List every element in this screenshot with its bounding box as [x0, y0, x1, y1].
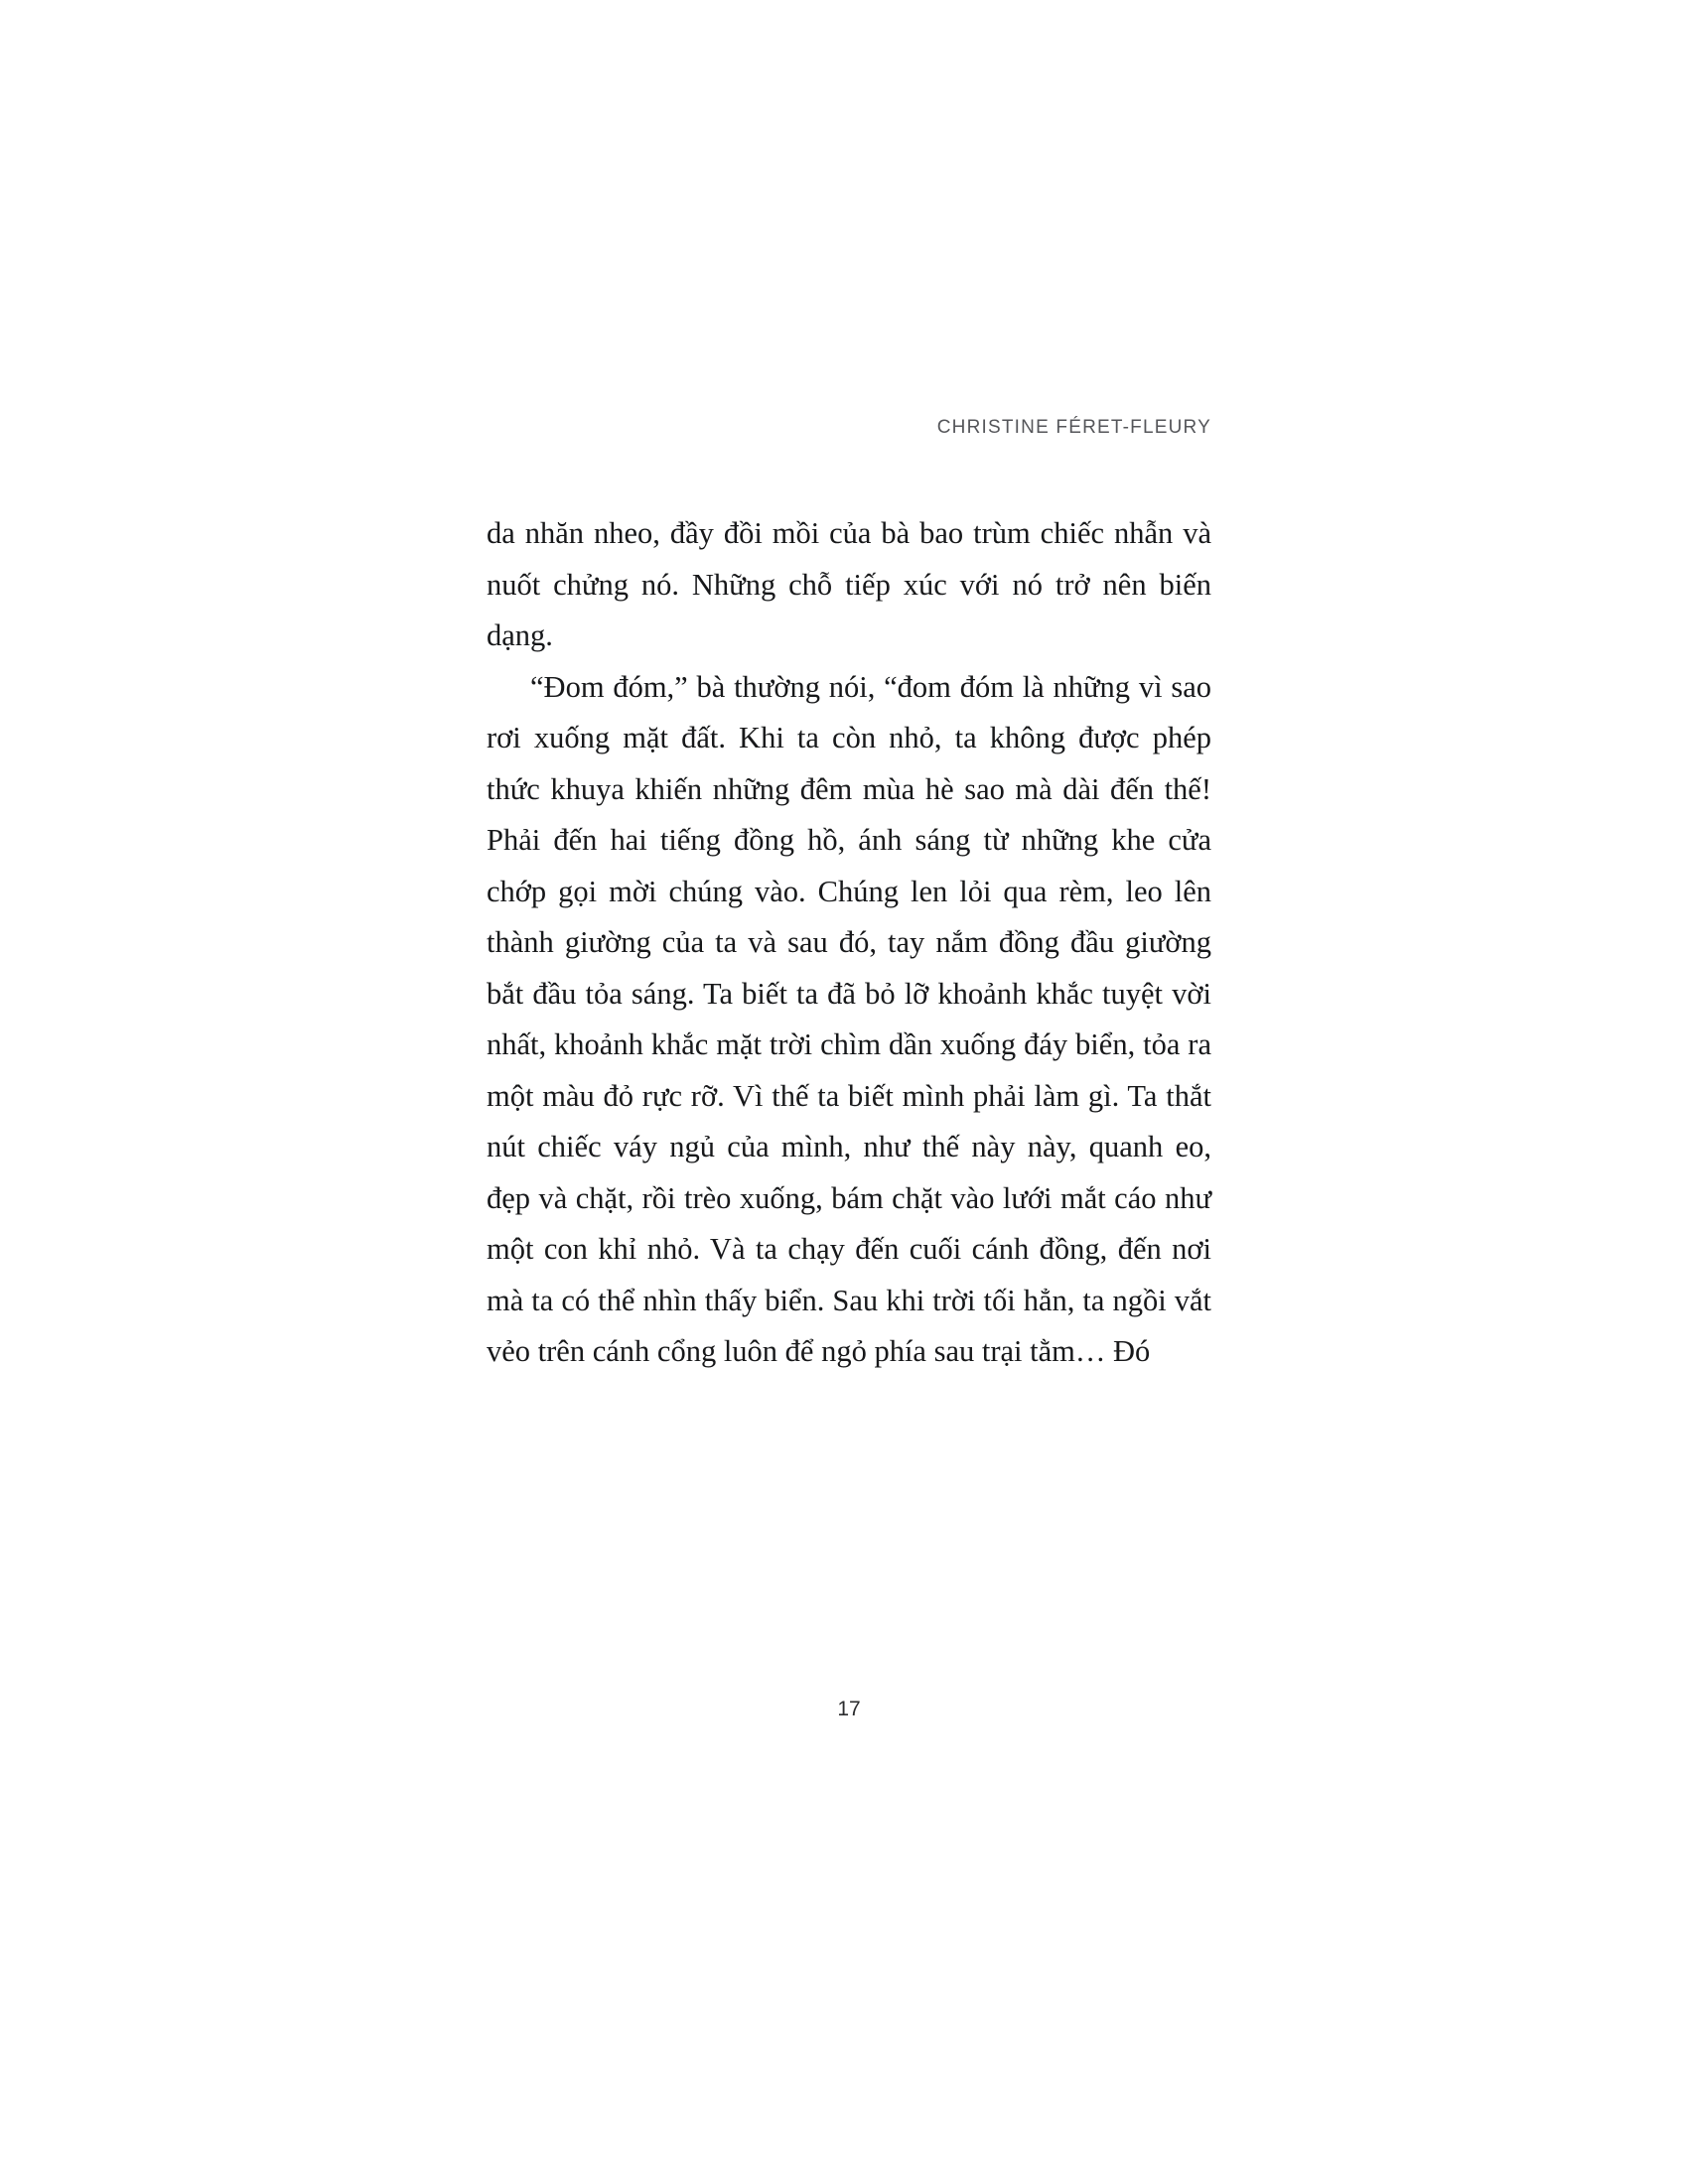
page-number: 17: [837, 1698, 861, 1720]
body-text: [487, 508, 1211, 1378]
paragraph-2: “Đom đóm,” bà thường nói, “đom đóm là những vì sao rơi xuống mặt đất. Khi ta còn nhỏ, ta không được phép thức khuya khiến những đêm mùa hè sao mà dài đến thế! Phải đến hai tiếng đồng hồ, ánh sáng từ những khe cửa chớp gọi mời chúng vào. Chúng len lỏi qua rèm, leo lên thành giường của ta và sau đó, tay nắm đồng đầu giường bắt đầu tỏa sáng. Ta biết ta đã bỏ lỡ khoảnh khắc tuyệt vời nhất, khoảnh khắc mặt trời chìm dần xuống đáy biển, tỏa ra một màu đỏ rực rỡ. Vì thế ta biết mình phải làm gì. Ta thắt nút chiếc váy ngủ của mình, như thế này này, quanh eo, đẹp và chặt, rồi trèo xuống, bám chặt vào lưới mắt cáo như một con khỉ nhỏ. Và ta chạy đến cuối cánh đồng, đến nơi mà ta có thể nhìn thấy biển. Sau khi trời tối hẳn, ta ngồi vắt vẻo trên cánh cổng luôn để ngỏ phía sau trại tằm… Đó: [487, 669, 1211, 1368]
paragraph-1: da nhăn nheo, đầy đồi mồi của bà bao trùm chiếc nhẫn và nuốt chửng nó. Những chỗ tiếp xúc với nó trở nên biến dạng.: [487, 516, 1211, 652]
running-head-author: CHRISTINE FÉRET-FLEURY: [936, 417, 1211, 438]
text-column: [487, 417, 1211, 1378]
